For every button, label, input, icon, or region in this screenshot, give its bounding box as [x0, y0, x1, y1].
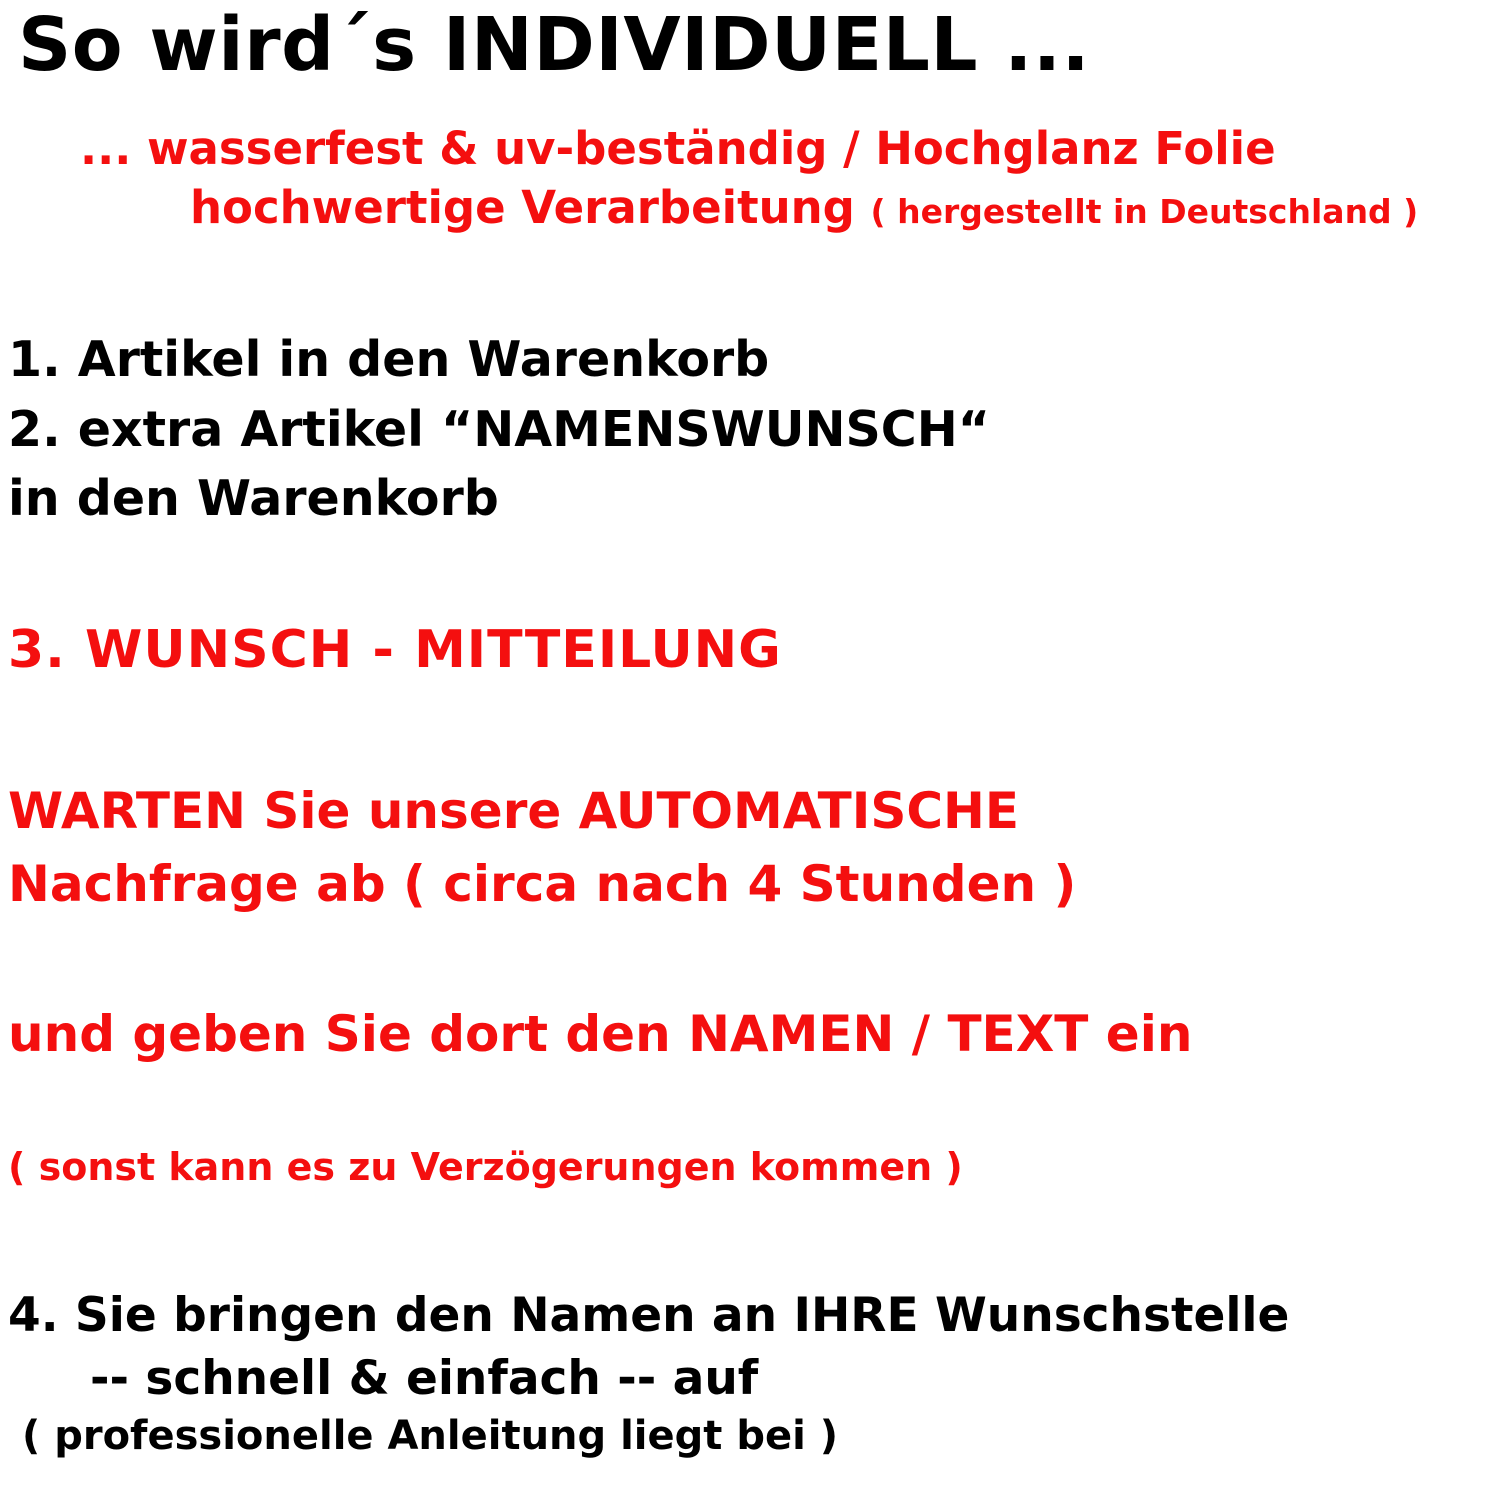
step-4-block: [8, 1285, 1289, 1463]
warten-line-1: WARTEN Sie unsere AUTOMATISCHE: [8, 782, 1020, 840]
step-4-line-3: ( professionelle Anleitung liegt bei ): [22, 1413, 838, 1459]
subtitle-line-2-note: ( hergestellt in Deutschland ): [870, 191, 1419, 231]
namen-text-instruction: und geben Sie dort den NAMEN / TEXT ein: [8, 1005, 1193, 1063]
subtitle-block: [80, 122, 1440, 236]
delay-note: ( sonst kann es zu Verzögerungen kommen ): [8, 1145, 963, 1189]
subtitle-line-2: [190, 181, 1440, 236]
step-2: 2. extra Artikel “NAMENSWUNSCH“: [8, 400, 990, 458]
step-3: 3. WUNSCH - MITTEILUNG: [8, 620, 782, 680]
step-4-line-2: -- schnell & einfach -- auf: [90, 1350, 759, 1406]
step-4-line-1: 4. Sie bringen den Namen an IHRE Wunschstelle: [8, 1288, 1290, 1343]
step-2-continued: in den Warenkorb: [8, 470, 499, 528]
subtitle-line-2-main: hochwertige Verarbeitung: [190, 180, 855, 234]
warten-block: [8, 775, 1076, 920]
subtitle-line-1: ... wasserfest & uv-beständig / Hochglanz Folie: [80, 122, 1276, 175]
steps-list-black: [8, 325, 990, 534]
warten-line-2: Nachfrage ab ( circa nach 4 Stunden ): [8, 854, 1077, 913]
step-1: 1. Artikel in den Warenkorb: [8, 331, 770, 388]
page-title: So wird´s INDIVIDUELL ...: [18, 2, 1091, 88]
